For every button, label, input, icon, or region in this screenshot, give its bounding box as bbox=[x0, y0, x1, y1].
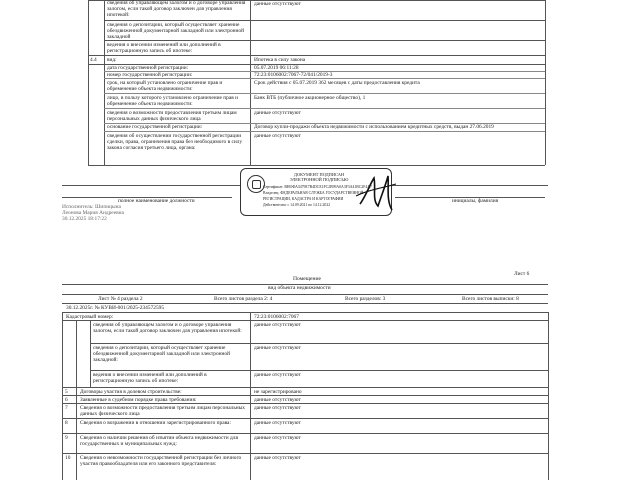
table-border bbox=[104, 93, 545, 94]
field-value: данные отсутствуют bbox=[254, 110, 301, 116]
total-sheets-section: Всего листов раздела 2: 4 bbox=[214, 296, 273, 302]
row-number: 9 bbox=[65, 435, 68, 441]
row-label: Сведения о невозможности государственной регистрации без личного участия правообладателя или его законного представителя: bbox=[80, 455, 242, 467]
field-label: вид: bbox=[107, 57, 117, 63]
sub-row-value: данные отсутствуют bbox=[254, 322, 301, 328]
row-label: Сведения о наличии решения об изъятии объекта недвижимости для государственных и муниципальных нужд: bbox=[80, 435, 238, 447]
field-label: лицо, в пользу которого установлено ограничение прав и обременение объекта недвижимости: bbox=[107, 95, 239, 107]
table-border bbox=[104, 131, 545, 132]
top-row-label: сведения о депозитарии, который осуществляет хранение обездвиженной документарной закладной или электронной закладной bbox=[107, 22, 244, 40]
field-value: данные отсутствуют bbox=[254, 133, 301, 139]
header-rule bbox=[62, 294, 548, 295]
table-border bbox=[104, 78, 545, 79]
row-label: Сведения о возражении в отношении зарегистрированного права: bbox=[80, 420, 231, 426]
executor-line: Исполнитель: Шипицына bbox=[62, 204, 121, 210]
sub-row-label: ведения о внесении изменений или дополнений в регистрационную запись об ипотеке: bbox=[93, 372, 207, 384]
table-border bbox=[62, 453, 548, 454]
executor-line: Леонова Мария Андреевна bbox=[62, 210, 124, 216]
table-border bbox=[88, 0, 89, 165]
table-border bbox=[545, 0, 546, 165]
table-border bbox=[88, 165, 545, 166]
table-border bbox=[62, 320, 548, 321]
section-number: 4.4 bbox=[90, 57, 97, 63]
row-number: 8 bbox=[65, 420, 68, 426]
table-border bbox=[90, 320, 91, 387]
row-number: 10 bbox=[65, 455, 71, 461]
table-border bbox=[90, 370, 548, 371]
table-border bbox=[88, 55, 545, 56]
cadastral-value: 72:23:0106002:7067 bbox=[254, 314, 299, 320]
table-border bbox=[62, 418, 548, 419]
stamp-title: ДОКУМЕНТ ПОДПИСАН ЭЛЕКТРОННОЙ ПОДПИСЬЮ bbox=[289, 172, 349, 182]
row-value: данные отсутствуют bbox=[254, 405, 301, 411]
field-label: основание государственной регистрации: bbox=[107, 124, 203, 130]
row-number: 6 bbox=[65, 397, 68, 403]
sheet-number: Лист 6 bbox=[514, 271, 530, 277]
row-value: данные отсутствуют bbox=[254, 435, 301, 441]
field-value: Банк ВТБ (публичное акционерное общество), 1 bbox=[254, 95, 366, 101]
field-label: сведения о возможности предоставления третьим лицам персональных данных физического лица bbox=[107, 110, 237, 122]
stamp-line: РЕГИСТРАЦИИ, КАДАСТРА И КАРТОГРАФИИ bbox=[263, 197, 344, 201]
field-label: срок, на который установлено ограничение прав и обременение объекта недвижимости: bbox=[107, 80, 223, 92]
extract-reference: 30.12.2025г. № КУВИ-001/2025-234572595 bbox=[66, 305, 165, 311]
top-row-value: данные отсутствуют bbox=[254, 1, 301, 7]
top-row-label: сведения об управляющем залогом и о договоре управления залогом, если такой договор заключен для управления ипотекой: bbox=[107, 0, 246, 18]
row-label: Заявленные в судебном порядке права требования: bbox=[80, 397, 197, 403]
field-label: сведения об осуществлении государственной регистрации сделки, права, ограничения права без необходимого в силу закона согласия третьего лица, органа: bbox=[107, 133, 243, 151]
field-value: Ипотека в силу закона bbox=[254, 57, 306, 63]
field-label: дата государственной регистрации: bbox=[107, 65, 189, 71]
field-label: номер государственной регистрации: bbox=[107, 72, 193, 78]
table-border bbox=[62, 395, 548, 396]
sub-row-label: сведения о депозитарии, который осуществляет хранение обездвиженной документарной закладной или электронной закладной: bbox=[93, 345, 230, 363]
row-label: Сведения о возможности предоставления третьим лицам персональных данных физического лица bbox=[80, 405, 246, 417]
table-border bbox=[90, 343, 548, 344]
row-number: 5 bbox=[65, 389, 68, 395]
table-border bbox=[76, 320, 77, 480]
field-value: Срок действия с 05.07.2019 362 месяцев с даты предоставления кредита bbox=[254, 80, 420, 86]
position-caption: полное наименование должности bbox=[118, 198, 195, 204]
stamp-line: Сертификат: ВНОФАЗ479E7B4DCE1FC2B99A0A3F3A41BC2F4A7 bbox=[263, 185, 372, 189]
table-border bbox=[62, 387, 548, 388]
stamp-line: Владелец: ФЕДЕРАЛЬНАЯ СЛУЖБА ГОСУДАРСТВЕННОЙ bbox=[263, 191, 364, 195]
object-type-title: Помещение bbox=[293, 276, 322, 282]
header-rule bbox=[62, 312, 548, 313]
field-value: 72:23:0106002:7067-72/041/2019-3 bbox=[254, 72, 333, 78]
table-border bbox=[104, 108, 545, 109]
name-caption: инициалы, фамилия bbox=[452, 198, 499, 204]
row-value: данные отсутствуют bbox=[254, 455, 301, 461]
sub-row-value: данные отсутствуют bbox=[254, 345, 301, 351]
row-value: данные отсутствуют bbox=[254, 420, 301, 426]
object-type-caption: вид объекта недвижимости bbox=[268, 285, 331, 291]
executor-line: 30.12.2025 18:17:22 bbox=[62, 216, 107, 222]
cadastral-label: Кадастровый номер: bbox=[66, 314, 114, 320]
field-value: Договор купли-продажи объекта недвижимости с использованием кредитных средств, выдан 27.06.2019 bbox=[254, 124, 494, 130]
total-sections: Всего разделов: 3 bbox=[345, 296, 386, 302]
sub-row-value: данные отсутствуют bbox=[254, 372, 301, 378]
row-value: данные отсутствуют bbox=[254, 397, 301, 403]
row-label: Договоры участия в долевом строительстве: bbox=[80, 389, 182, 395]
table-border bbox=[104, 0, 105, 165]
field-value: 05.07.2019 06:11:28 bbox=[254, 65, 299, 71]
stamp-line: Действителен: с 14.09.2021 по 14.12.2022 bbox=[263, 203, 331, 207]
table-border bbox=[250, 0, 251, 165]
row-value: не зарегистрировано bbox=[254, 389, 302, 395]
handwritten-signature bbox=[352, 170, 398, 214]
table-border bbox=[548, 312, 549, 480]
table-border bbox=[104, 20, 545, 21]
table-border bbox=[62, 403, 548, 404]
table-border bbox=[62, 433, 548, 434]
top-row-label: ведения о внесении изменений или дополнений в регистрационную запись об ипотеке: bbox=[107, 42, 221, 54]
table-border bbox=[62, 312, 63, 480]
sub-row-label: сведения об управляющем залогом и о договоре управления залогом, если такой договор заключен для управления ипотекой: bbox=[93, 322, 242, 334]
total-sheets: Всего листов выписки: 8 bbox=[462, 296, 519, 302]
sheet-of-section: Лист № 4 раздела 2 bbox=[98, 296, 143, 302]
table-border bbox=[250, 312, 251, 480]
header-rule bbox=[62, 303, 548, 304]
row-number: 7 bbox=[65, 405, 68, 411]
table-border bbox=[104, 40, 545, 41]
